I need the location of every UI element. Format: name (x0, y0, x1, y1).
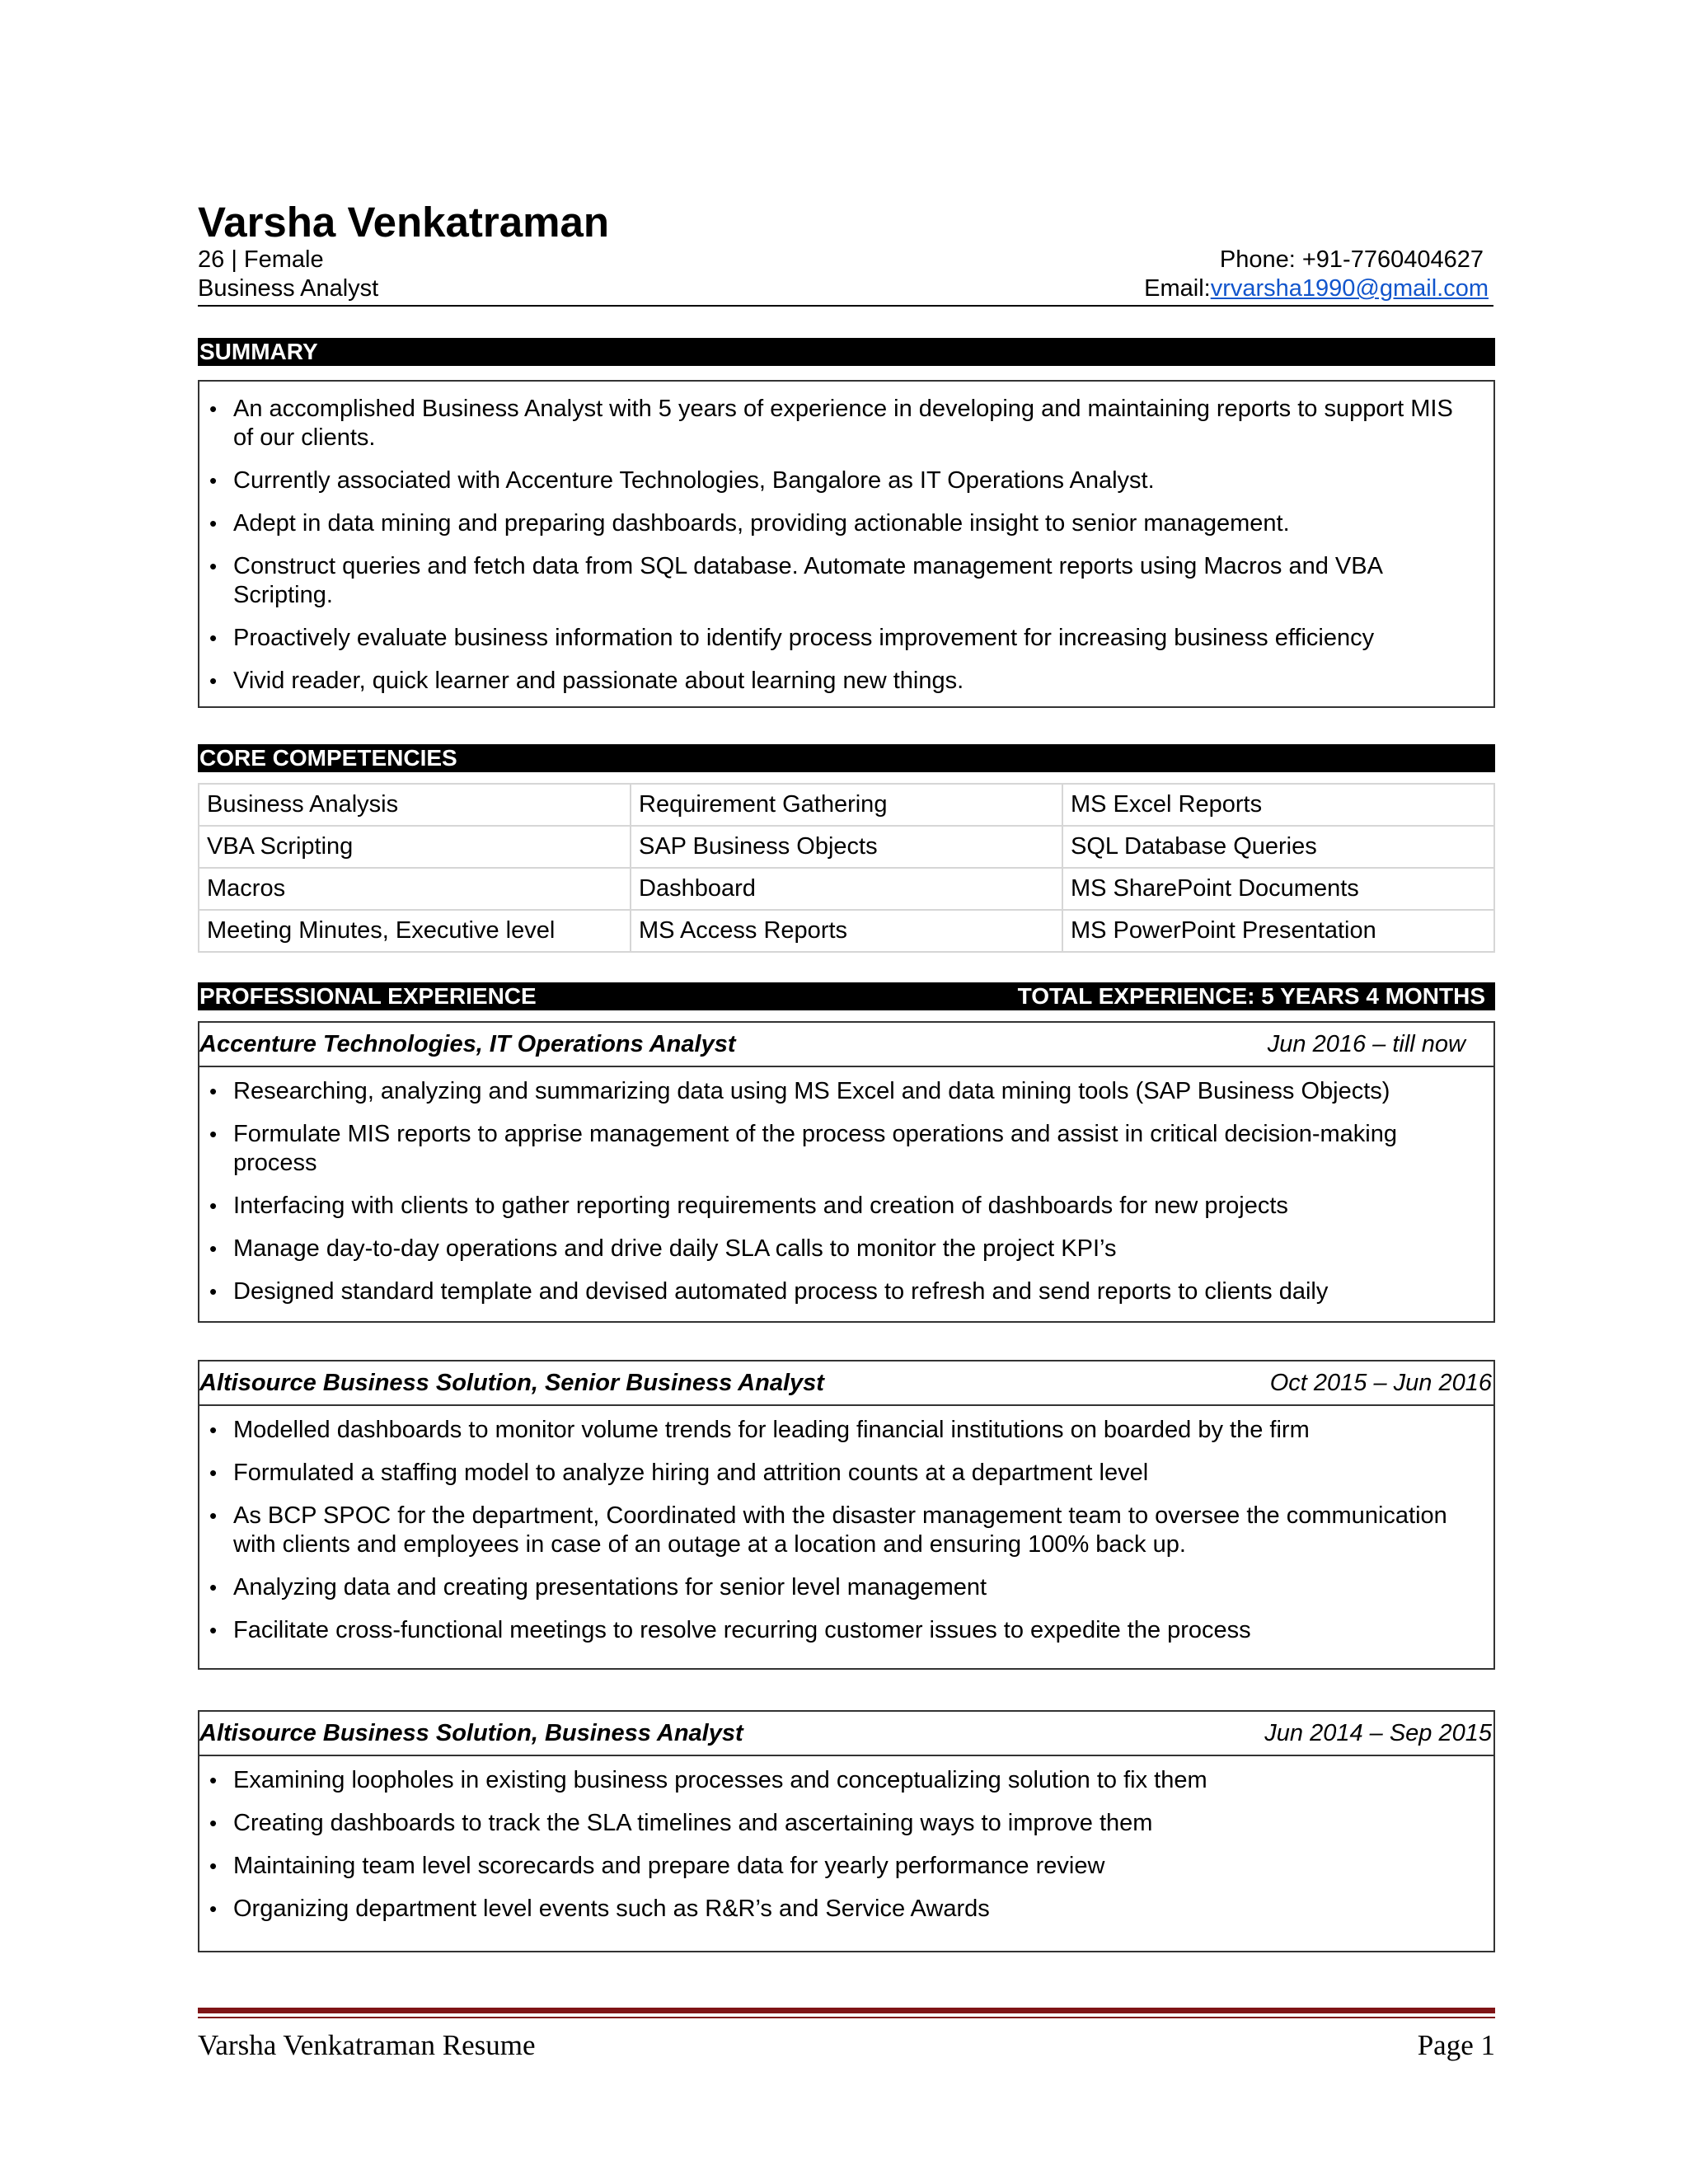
email-label: Email: (1144, 275, 1211, 302)
job-dates: Jun 2014 – Sep 2015 (1264, 1719, 1492, 1746)
table-cell: SQL Database Queries (1062, 826, 1494, 868)
list-item: • Facilitate cross-functional meetings to resolve recurring customer issues to expedite the process (199, 1616, 1493, 1645)
job-duties (199, 1067, 1493, 1306)
table-cell: Meeting Minutes, Executive level (199, 910, 631, 952)
table-cell: Requirement Gathering (631, 784, 1062, 826)
list-item: • Formulate MIS reports to apprise management of the process operations and assist in critical decision-making process (199, 1120, 1493, 1178)
list-item: • Currently associated with Accenture Technologies, Bangalore as IT Operations Analyst. (199, 466, 1493, 495)
page-footer (198, 2027, 1495, 2064)
list-item: • Researching, analyzing and summarizing data using MS Excel and data mining tools (SAP Business Objects) (199, 1077, 1493, 1106)
job-title: Accenture Technologies, IT Operations Analyst (199, 1030, 736, 1057)
competencies-table (198, 783, 1495, 953)
table-cell: MS SharePoint Documents (1062, 868, 1494, 910)
table-cell: Macros (199, 868, 631, 910)
list-item: • Maintaining team level scorecards and prepare data for yearly performance review (199, 1852, 1493, 1881)
list-item: • Proactively evaluate business information to identify process improvement for increasing business efficiency (199, 624, 1493, 653)
competencies-heading: CORE COMPETENCIES (199, 745, 457, 771)
table-cell: SAP Business Objects (631, 826, 1062, 868)
table-cell: MS Access Reports (631, 910, 1062, 952)
table-cell: MS Excel Reports (1062, 784, 1494, 826)
email-link[interactable]: vrvarsha1990@gmail.com (1210, 275, 1489, 302)
list-item: • Modelled dashboards to monitor volume trends for leading financial institutions on boarded by the firm (199, 1416, 1493, 1445)
table-cell: Business Analysis (199, 784, 631, 826)
page-number: Page 1 (1417, 2029, 1495, 2061)
job-dates: Oct 2015 – Jun 2016 (1269, 1369, 1492, 1396)
header-row-1 (198, 246, 1493, 274)
experience-heading-bar (198, 982, 1495, 1010)
header-row-2 (198, 274, 1493, 303)
job-block-2 (198, 1360, 1495, 1670)
resume-page (198, 0, 1495, 2184)
job-duties (199, 1756, 1493, 1924)
candidate-name: Varsha Venkatraman (198, 199, 609, 246)
competencies-heading-bar (198, 744, 1495, 772)
list-item: • Analyzing data and creating presentations for senior level management (199, 1573, 1493, 1602)
footer-title: Varsha Venkatraman Resume (198, 2029, 536, 2061)
list-item: • Formulated a staffing model to analyze hiring and attrition counts at a department level (199, 1459, 1493, 1488)
job-header (199, 1712, 1493, 1756)
summary-box (198, 380, 1495, 708)
list-item: • Organizing department level events such as R&R’s and Service Awards (199, 1895, 1493, 1924)
table-row (199, 826, 1494, 868)
summary-heading: SUMMARY (199, 339, 318, 364)
table-cell: Dashboard (631, 868, 1062, 910)
table-row (199, 910, 1494, 952)
job-header (199, 1361, 1493, 1406)
list-item: • Interfacing with clients to gather reporting requirements and creation of dashboards for new projects (199, 1192, 1493, 1221)
job-title: Altisource Business Solution, Senior Business Analyst (199, 1369, 824, 1396)
current-role: Business Analyst (198, 275, 379, 302)
age-gender: 26 | Female (198, 246, 324, 273)
phone: Phone: +91-7760404627 (1219, 246, 1484, 273)
header-divider (198, 305, 1493, 307)
table-cell: VBA Scripting (199, 826, 631, 868)
table-row (199, 784, 1494, 826)
list-item: • Creating dashboards to track the SLA timelines and ascertaining ways to improve them (199, 1809, 1493, 1838)
list-item: • Manage day-to-day operations and drive daily SLA calls to monitor the project KPI’s (199, 1235, 1493, 1263)
job-block-1 (198, 1021, 1495, 1323)
list-item: • As BCP SPOC for the department, Coordinated with the disaster management team to oversee the communication with clients and employees in case of an outage at a location and ensuring 100% back up. (199, 1502, 1493, 1559)
email-line (1144, 274, 1493, 303)
summary-heading-bar (198, 338, 1495, 366)
list-item: • Examining loopholes in existing business processes and conceptualizing solution to fix them (199, 1766, 1493, 1795)
list-item: • An accomplished Business Analyst with 5 years of experience in developing and maintaining reports to support MIS of our clients. (199, 395, 1493, 452)
table-row (199, 868, 1494, 910)
job-dates: Jun 2016 – till now (1267, 1030, 1465, 1057)
total-experience: TOTAL EXPERIENCE: 5 YEARS 4 MONTHS (1017, 983, 1485, 1009)
table-cell: MS PowerPoint Presentation (1062, 910, 1494, 952)
job-header (199, 1023, 1493, 1067)
summary-list (199, 395, 1493, 696)
footer-rule-thin (198, 2017, 1495, 2018)
footer-rule-thick (198, 2008, 1495, 2013)
list-item: • Designed standard template and devised automated process to refresh and send reports to clients daily (199, 1277, 1493, 1306)
list-item: • Vivid reader, quick learner and passionate about learning new things. (199, 667, 1493, 696)
list-item: • Adept in data mining and preparing dashboards, providing actionable insight to senior management. (199, 509, 1493, 538)
job-title: Altisource Business Solution, Business Analyst (199, 1719, 743, 1746)
experience-heading: PROFESSIONAL EXPERIENCE (199, 983, 537, 1009)
job-duties (199, 1406, 1493, 1645)
list-item: • Construct queries and fetch data from SQL database. Automate management reports using Macros and VBA Scripting. (199, 552, 1493, 610)
job-block-3 (198, 1710, 1495, 1952)
